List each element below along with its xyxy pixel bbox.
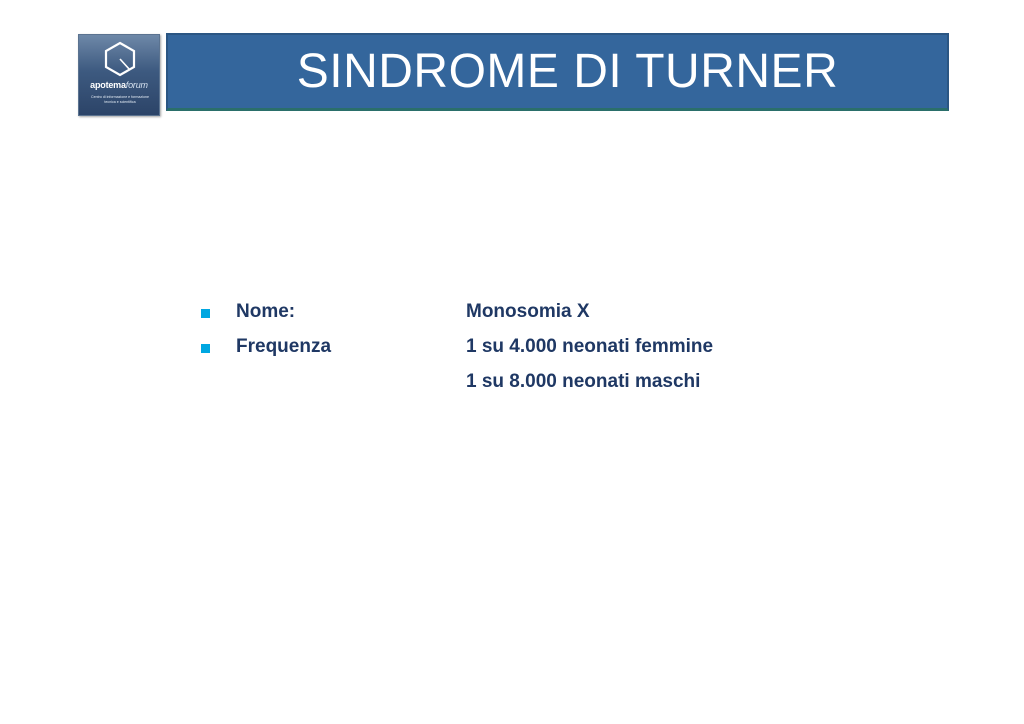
row-value-nome: Monosomia X [466, 301, 590, 322]
logo-tagline-line1: Centro di informazione e formazione [91, 95, 149, 99]
row-value-frequenza-femmine: 1 su 4.000 neonati femmine [466, 336, 714, 357]
bullet-square-icon [201, 309, 210, 318]
page-title: SINDROME DI TURNER [296, 44, 839, 98]
row-value-frequenza-maschi: 1 su 8.000 neonati maschi [466, 371, 701, 392]
logo-brand-italic: forum [125, 80, 148, 90]
logo-brand-bold: apotema [90, 80, 126, 90]
row-label-frequenza: Frequenza [236, 336, 332, 357]
row-label-nome: Nome: [236, 301, 296, 322]
bullet-square-icon [201, 344, 210, 353]
logo-tagline-line2: tecnica e scientifica [104, 100, 136, 104]
